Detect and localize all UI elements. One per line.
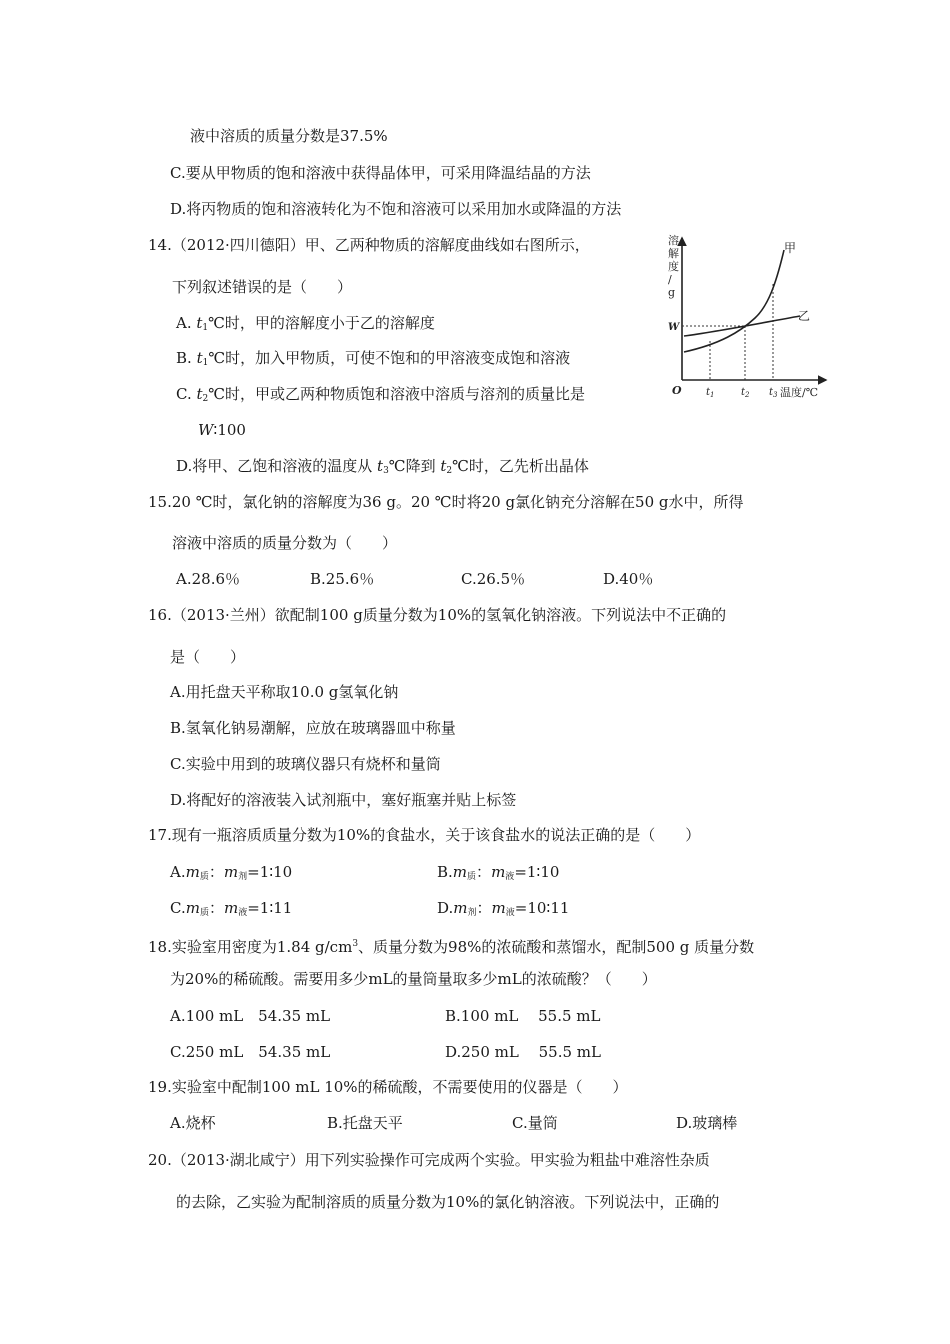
x-tick-subscript: 1 — [710, 391, 715, 399]
x-tick-t2: $t_2$ — [741, 387, 750, 399]
q18-option-c: C.250 mL 54.35 mL — [170, 1043, 331, 1061]
q14-option-c: C. $t_2℃$时，甲或乙两种物质饱和溶液中溶质与溶剂的质量比是 — [176, 385, 586, 404]
q16-option-a: A.用托盘天平称取10.0 g氢氧化钠 — [170, 683, 399, 701]
series-jia-label: 甲 — [784, 241, 797, 255]
q15-stem-line2: 溶液中溶质的质量分数为（ ） — [172, 534, 398, 552]
q13-option-b-continuation: 液中溶质的质量分数是37.5% — [190, 127, 388, 145]
q13-option-c: C.要从甲物质的饱和溶液中获得晶体甲，可采用降温结晶的方法 — [170, 164, 591, 182]
q15-option-d: D.40％ — [603, 570, 654, 588]
q14-option-a: A. $t_1℃$时，甲的溶解度小于乙的溶解度 — [176, 314, 435, 333]
x-tick-t1: $t_1$ — [706, 387, 715, 399]
series-jia-curve — [684, 250, 784, 352]
q14-stem-line2: 下列叙述错误的是（ ） — [172, 278, 353, 296]
y-axis-label-char: 溶 — [668, 234, 679, 247]
origin-label: O — [672, 384, 682, 397]
q16-stem-line1: 16.（2013·兰州）欲配制100 g质量分数为10%的氢氧化钠溶液。下列说法中不正确的 — [148, 606, 727, 624]
q19-option-b: B.托盘天平 — [327, 1114, 403, 1132]
x-tick-subscript: 3 — [773, 391, 778, 399]
q18-option-d: D.250 mL 55.5 mL — [445, 1043, 601, 1061]
q17-option-d: $D.m_剂$：$m_液=10∶11$ — [437, 899, 570, 918]
q19-option-d: D.玻璃棒 — [676, 1114, 738, 1132]
y-axis-label — [668, 233, 679, 299]
q17-stem: 17.现有一瓶溶质质量分数为10%的食盐水，关于该食盐水的说法正确的是（ ） — [148, 826, 701, 844]
q13-option-d: D.将丙物质的饱和溶液转化为不饱和溶液可以采用加水或降温的方法 — [170, 200, 622, 218]
q15-stem-line1: 15.20 ℃时，氯化钠的溶解度为36 g。20 ℃时将20 g氯化钠充分溶解在50 g水中，所得 — [148, 493, 744, 511]
q17-option-c: $C.m_质$：$m_液=1∶11$ — [170, 899, 293, 918]
q17-option-b: $B.m_质$：$m_液=1∶10$ — [437, 863, 560, 882]
solubility-curve-chart — [660, 232, 835, 410]
q19-option-a: A.烧杯 — [170, 1114, 216, 1132]
q15-option-a: A.28.6％ — [176, 570, 240, 588]
q19-option-c: C.量筒 — [512, 1114, 558, 1132]
y-axis-label-char: / — [668, 273, 672, 286]
q18-option-b: B.100 mL 55.5 mL — [445, 1007, 601, 1025]
q20-stem-line1: 20.（2013·湖北咸宁）用下列实验操作可完成两个实验。甲实验为粗盐中难溶性杂质 — [148, 1151, 710, 1169]
x-tick-subscript: 2 — [745, 391, 750, 399]
q14-option-c-continuation: W∶100 — [198, 421, 246, 439]
q18-option-a: A.100 mL 54.35 mL — [170, 1007, 331, 1025]
y-axis-label-char: g — [668, 286, 676, 299]
q14-option-b: B. $t_1℃$时，加入甲物质，可使不饱和的甲溶液变成饱和溶液 — [176, 349, 571, 368]
q17-option-a: $A.m_质$：$m_剂=1∶10$ — [170, 863, 293, 882]
q18-stem-line2: 为20%的稀硫酸。需要用多少mL的量筒量取多少mL的浓硫酸？（ ） — [170, 970, 657, 988]
q16-option-d: D.将配好的溶液装入试剂瓶中，塞好瓶塞并贴上标签 — [170, 791, 517, 809]
q16-stem-line2: 是（ ） — [170, 648, 246, 666]
q14-stem-line1: 14.（2012·四川德阳）甲、乙两种物质的溶解度曲线如右图所示， — [148, 236, 590, 254]
q19-stem: 19.实验室中配制100 mL 10%的稀硫酸，不需要使用的仪器是（ ） — [148, 1078, 628, 1096]
q14-option-d: D.将甲、乙饱和溶液的温度从 $t_3℃$降到 $t_2℃$时，乙先析出晶体 — [176, 457, 589, 476]
y-axis-label-char: 解 — [668, 247, 679, 260]
q20-stem-line2: 的去除，乙实验为配制溶质的质量分数为10%的氯化钠溶液。下列说法中，正确的 — [176, 1193, 720, 1211]
q18-stem-line1: 18.实验室用密度为1.84 $g/cm^3$、质量分数为98%的浓硫酸和蒸馏水，配制500 g 质量分数 — [148, 938, 755, 956]
q16-option-c: C.实验中用到的玻璃仪器只有烧杯和量筒 — [170, 755, 441, 773]
x-tick-t3: $t_3$ — [769, 387, 778, 399]
y-marker-w: W — [668, 322, 680, 333]
q15-option-b: B.25.6％ — [310, 570, 375, 588]
x-axis-label: 温度/℃ — [780, 386, 819, 399]
series-yi-curve — [684, 316, 800, 336]
q15-option-c: C.26.5％ — [461, 570, 526, 588]
y-axis-label-char: 度 — [668, 260, 679, 273]
series-yi-label: 乙 — [798, 309, 811, 323]
q16-option-b: B.氢氧化钠易潮解，应放在玻璃器皿中称量 — [170, 719, 456, 737]
